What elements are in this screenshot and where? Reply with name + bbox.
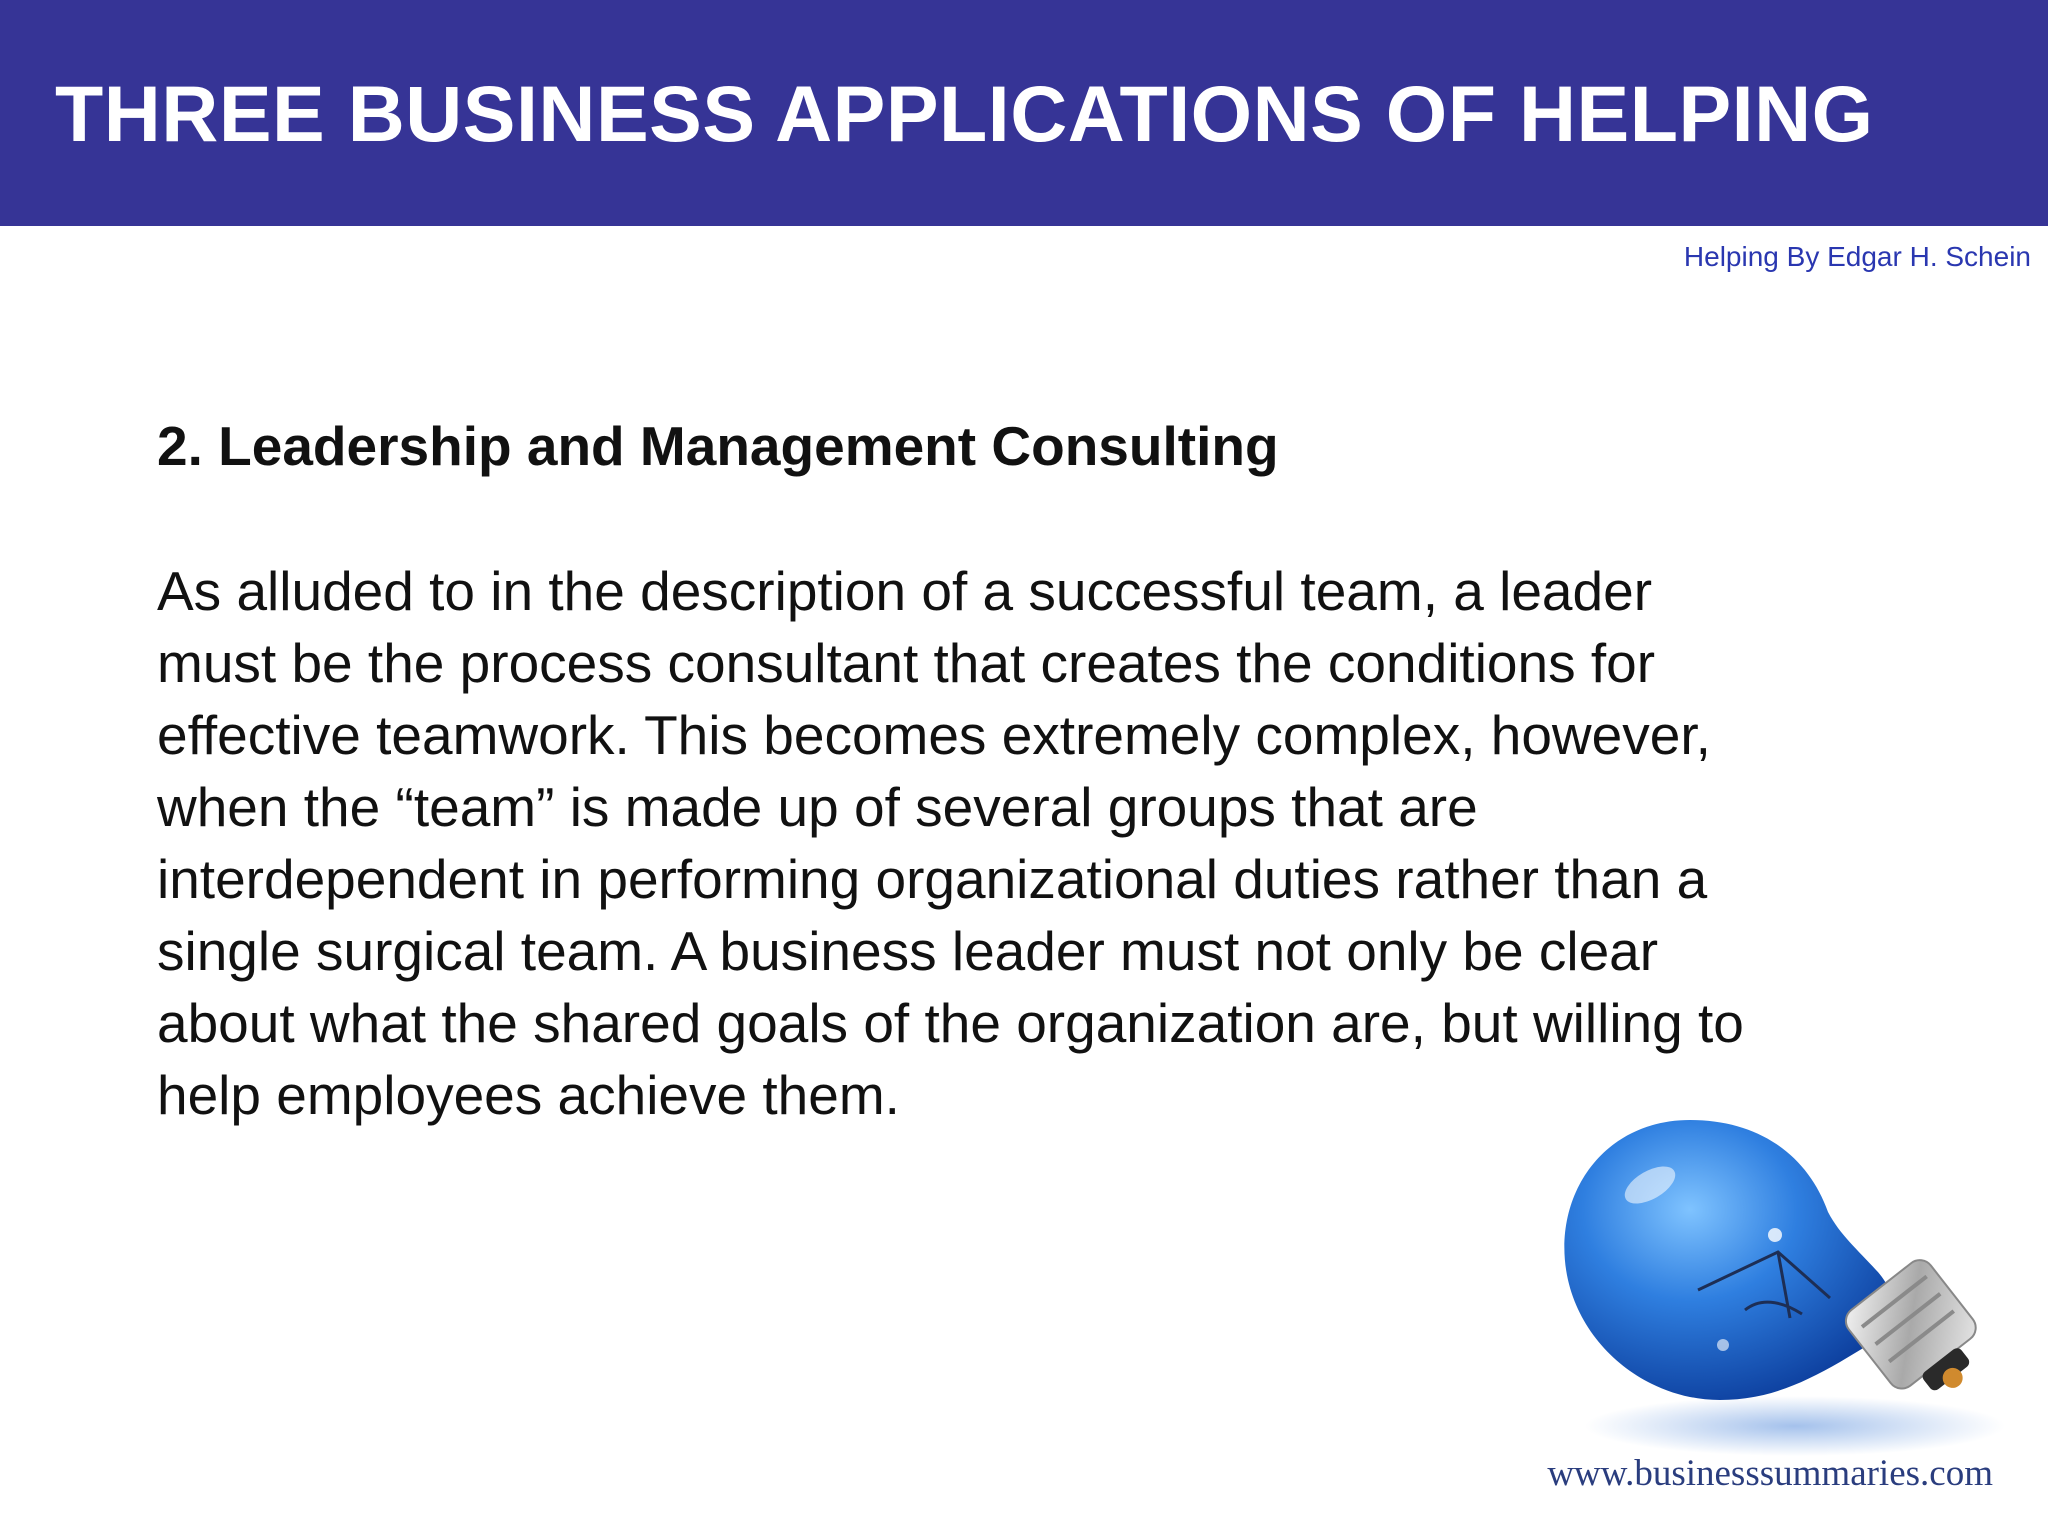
book-credit: Helping By Edgar H. Schein [1683,241,2031,272]
body-line: interdependent in performing organizational duties rather than a [157,848,1708,910]
body-line: about what the shared goals of the organization are, but willing to [157,992,1744,1054]
light-bulb-icon [1540,1100,2010,1460]
body-line: must be the process consultant that creates the conditions for [157,632,1656,694]
bulb-shadow [1585,1396,2005,1456]
section-heading: 2. Leadership and Management Consulting [157,415,1279,477]
website-url: www.businesssummaries.com [1547,1453,1993,1494]
body-line: when the “team” is made up of several groups that are [157,776,1478,838]
body-line: As alluded to in the description of a successful team, a leader [157,560,1653,622]
slide-title: THREE BUSINESS APPLICATIONS OF HELPING [55,69,1874,158]
bulb-glass [1564,1120,1894,1400]
body-line: single surgical team. A business leader must not only be clear [157,920,1659,982]
body-line: help employees achieve them. [157,1064,900,1126]
bulb-highlight-dot [1768,1228,1782,1242]
header-bar [0,0,2048,226]
bulb-highlight-dot [1717,1339,1729,1351]
body-paragraph [157,555,1744,1131]
body-line: effective teamwork. This becomes extremely complex, however, [157,704,1711,766]
